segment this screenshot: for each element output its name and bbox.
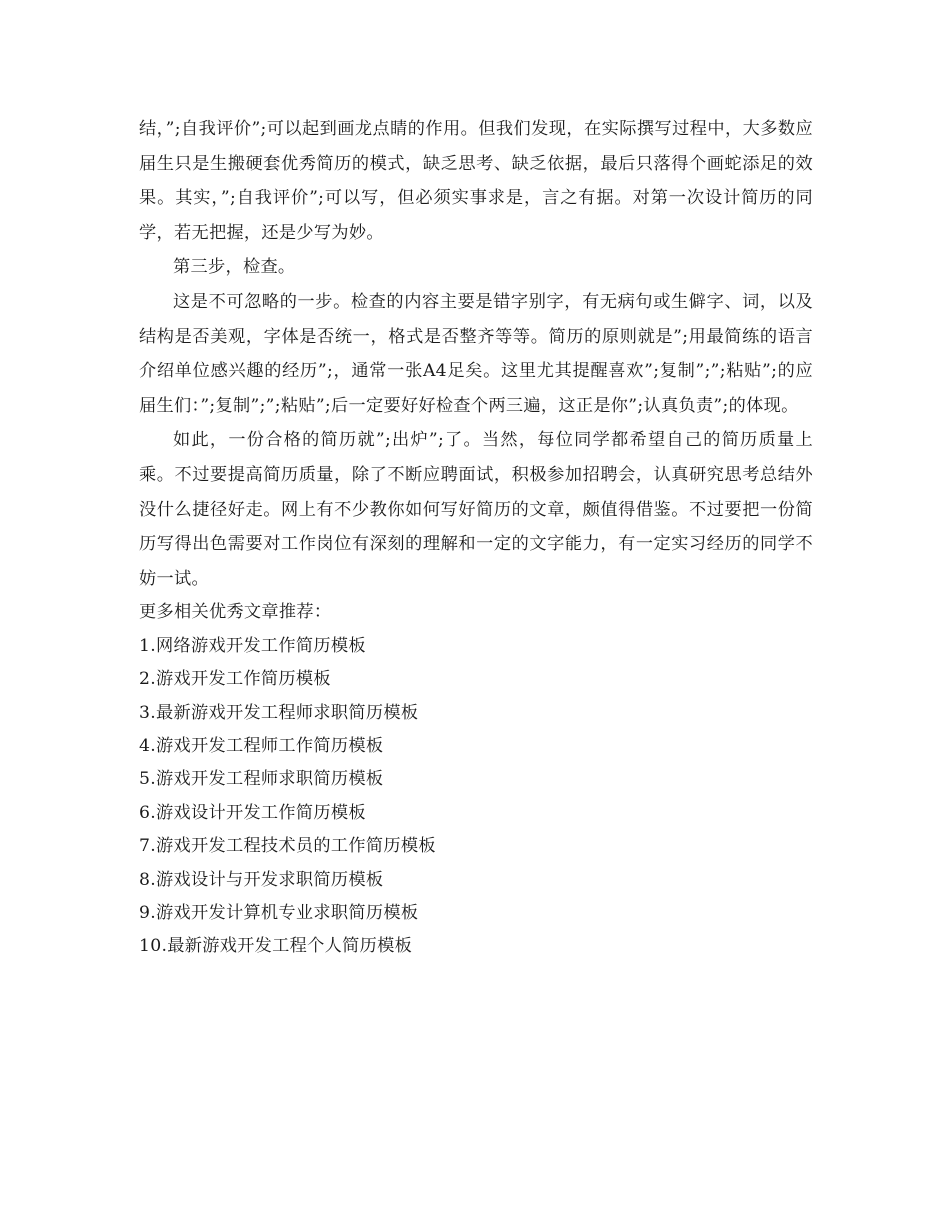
list-item[interactable] <box>139 897 813 930</box>
document-page <box>139 112 813 964</box>
list-item-number: 7. <box>139 836 156 857</box>
paragraph-self-evaluation: 结，”;自我评价”;可以起到画龙点睛的作用。但我们发现，在实际撰写过程中，大多数应届生只是生搬硬套优秀简历的模式，缺乏思考、缺乏依据，最后只落得个画蛇添足的效果。其实，”;自我评价”;可以写，但必须实事求是，言之有据。对第一次设计简历的同学，若无把握，还是少写为妙。 <box>139 119 813 243</box>
list-item[interactable] <box>139 730 813 763</box>
article-link[interactable]: 最新游戏开发工程师求职简历模板 <box>156 702 419 723</box>
article-link[interactable]: 游戏设计与开发求职简历模板 <box>156 869 384 890</box>
paragraph-conclusion: 如此，一份合格的简历就”;出炉”;了。当然，每位同学都希望自己的简历质量上乘。不过要提高简历质量，除了不断应聘面试，积极参加招聘会，认真研究思考总结外没什么捷径好走。网上有不少教你如何写好简历的文章，颇值得借鉴。不过要把一份简历写得出色需要对工作岗位有深刻的理解和一定的文字能力，有一定实习经历的同学不妨一试。 <box>139 430 813 589</box>
list-item-number: 9. <box>139 902 156 923</box>
list-item-number: 4. <box>139 735 156 756</box>
article-link[interactable]: 游戏开发工作简历模板 <box>156 669 331 690</box>
list-item[interactable] <box>139 864 813 897</box>
list-item-number: 1. <box>139 635 156 656</box>
list-item[interactable] <box>139 763 813 796</box>
article-link[interactable]: 游戏开发计算机专业求职简历模板 <box>156 902 419 923</box>
article-link[interactable]: 游戏开发工程师求职简历模板 <box>156 769 384 790</box>
article-link[interactable]: 游戏设计开发工作简历模板 <box>156 802 366 823</box>
article-link[interactable]: 网络游戏开发工作简历模板 <box>156 635 366 656</box>
list-item[interactable] <box>139 830 813 863</box>
list-item[interactable] <box>139 697 813 730</box>
list-item[interactable] <box>139 630 813 663</box>
list-item-number: 5. <box>139 769 156 790</box>
paragraph-step-three-heading: 第三步，检查。 <box>173 257 296 278</box>
list-item[interactable] <box>139 663 813 696</box>
list-item[interactable] <box>139 930 813 963</box>
list-item-number: 3. <box>139 702 156 723</box>
more-articles-heading: 更多相关优秀文章推荐： <box>139 602 332 623</box>
recommended-articles-list <box>139 630 813 964</box>
paragraph-check-details: 这是不可忽略的一步。检查的内容主要是错字别字，有无病句或生僻字、词，以及结构是否美观，字体是否统一，格式是否整齐等等。简历的原则就是”;用最简练的语言介绍单位感兴趣的经历”;，通常一张A4足矣。这里尤其提醒喜欢”;复制”;”;粘贴”;的应届生们：”;复制”;”;粘贴”;后一定要好好检查个两三遍，这正是你”;认真负责”;的体现。 <box>139 291 813 416</box>
article-link[interactable]: 最新游戏开发工程个人简历模板 <box>167 936 413 957</box>
list-item[interactable] <box>139 797 813 830</box>
article-link[interactable]: 游戏开发工程师工作简历模板 <box>156 735 384 756</box>
list-item-number: 2. <box>139 669 156 690</box>
list-item-number: 10. <box>139 936 168 957</box>
article-link[interactable]: 游戏开发工程技术员的工作简历模板 <box>156 836 436 857</box>
list-item-number: 6. <box>139 802 156 823</box>
list-item-number: 8. <box>139 869 156 890</box>
